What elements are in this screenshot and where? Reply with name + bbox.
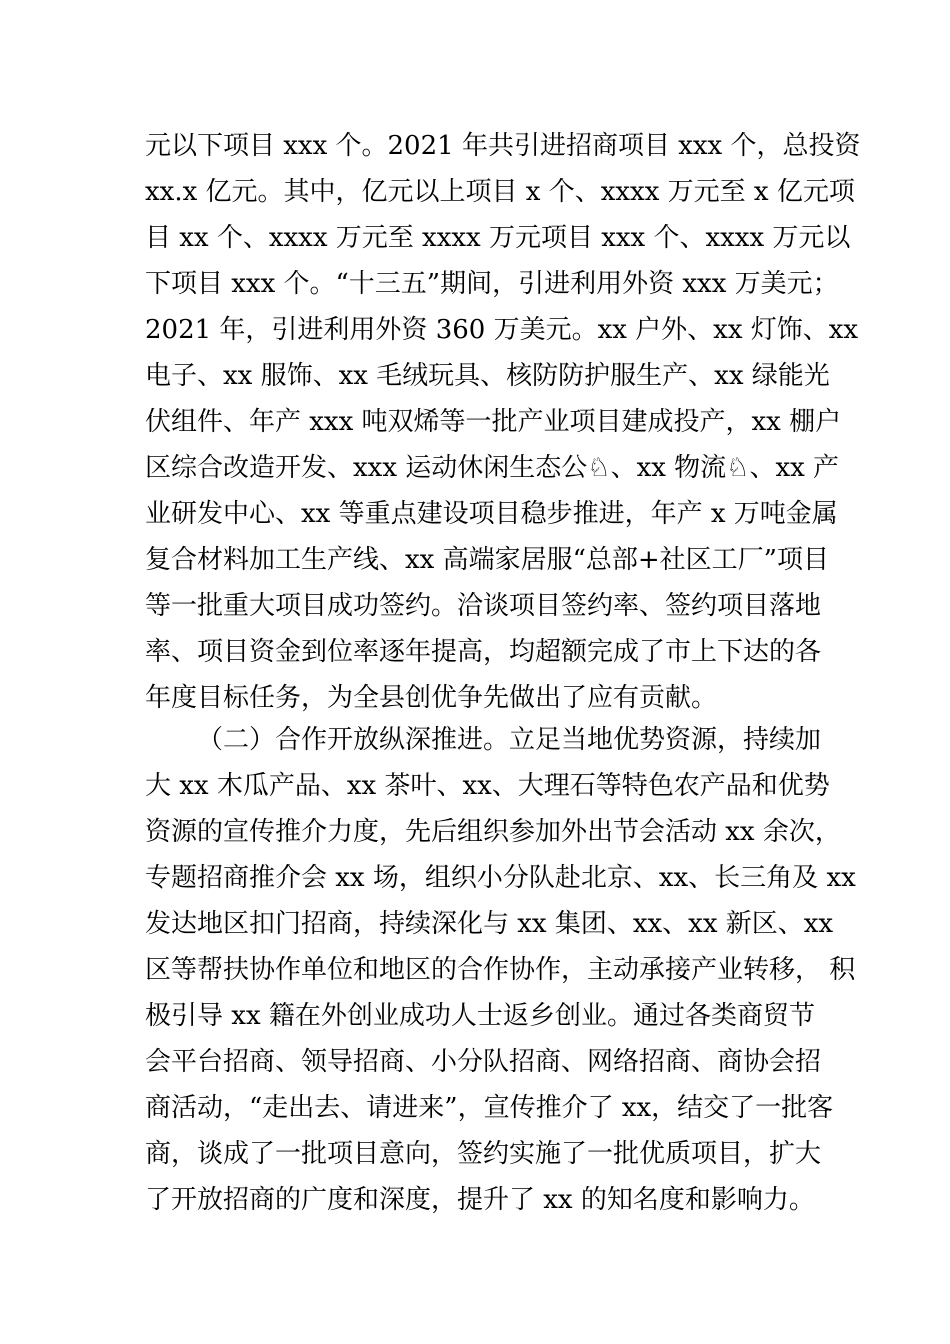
- text-line: 复合材料加工生产线、xx 高端家居服“总部+社区工厂”项目: [145, 545, 829, 575]
- text-line: 资源的宣传推介力度，先后组织参加外出节会活动 xx 余次，: [145, 817, 841, 847]
- text-line: 伏组件、年产 xxx 吨双烯等一批产业项目建成投产，xx 棚户: [145, 407, 842, 437]
- text-line: 发达地区扣门招商，持续深化与 xx 集团、xx、xx 新区、xx: [145, 909, 834, 939]
- text-line: 电子、xx 服饰、xx 毛绒玩具、核防防护服生产、xx 绿能光: [145, 361, 830, 391]
- text-line: 商活动，“走出去、请进来”，宣传推介了 xx，结交了一批客: [145, 1093, 834, 1123]
- text-line: 下项目 xxx 个。“十三五”期间，引进利用外资 xxx 万美元；: [145, 269, 839, 299]
- section-heading-line: （二）合作开放纵深推进。立足当地优势资源，持续加: [197, 725, 822, 755]
- text-line: 区等帮扶协作单位和地区的合作协作，主动承接产业转移， 积: [145, 955, 856, 985]
- text-line: 商，谈成了一批项目意向，签约实施了一批优质项目，扩大: [145, 1139, 822, 1169]
- text-line: 业研发中心、xx 等重点建设项目稳步推进，年产 x 万吨金属: [145, 499, 838, 529]
- text-line: 2021 年，引进利用外资 360 万美元。xx 户外、xx 灯饰、xx: [145, 315, 859, 345]
- text-line: 大 xx 木瓜产品、xx 茶叶、xx、大理石等特色农产品和优势: [145, 771, 830, 801]
- text-line: 会平台招商、领导招商、小分队招商、网络招商、商协会招: [145, 1047, 822, 1077]
- text-line: 区综合改造开发、xxx 运动休闲生态公♘、xx 物流♘、xx 产: [145, 453, 840, 483]
- text-line: 等一批重大项目成功签约。洽谈项目签约率、签约项目落地: [145, 591, 822, 621]
- text-line: 年度目标任务，为全县创优争先做出了应有贡献。: [145, 683, 718, 713]
- text-line: xx.x 亿元。其中，亿元以上项目 x 个、xxxx 万元至 x 亿元项: [145, 177, 855, 207]
- text-line: 率、项目资金到位率逐年提高，均超额完成了市上下达的各: [145, 637, 822, 667]
- text-line: 专题招商推介会 xx 场，组织小分队赴北京、xx、长三角及 xx: [145, 863, 856, 893]
- text-line: 极引导 xx 籍在外创业成功人士返乡创业。通过各类商贸节: [145, 1001, 815, 1031]
- text-line: 元以下项目 xxx 个。2021 年共引进招商项目 xxx 个，总投资: [145, 131, 861, 161]
- text-line: 了开放招商的广度和深度，提升了 xx 的知名度和影响力。: [145, 1185, 815, 1215]
- text-line: 目 xx 个、xxxx 万元至 xxxx 万元项目 xxx 个、xxxx 万元以: [145, 223, 851, 253]
